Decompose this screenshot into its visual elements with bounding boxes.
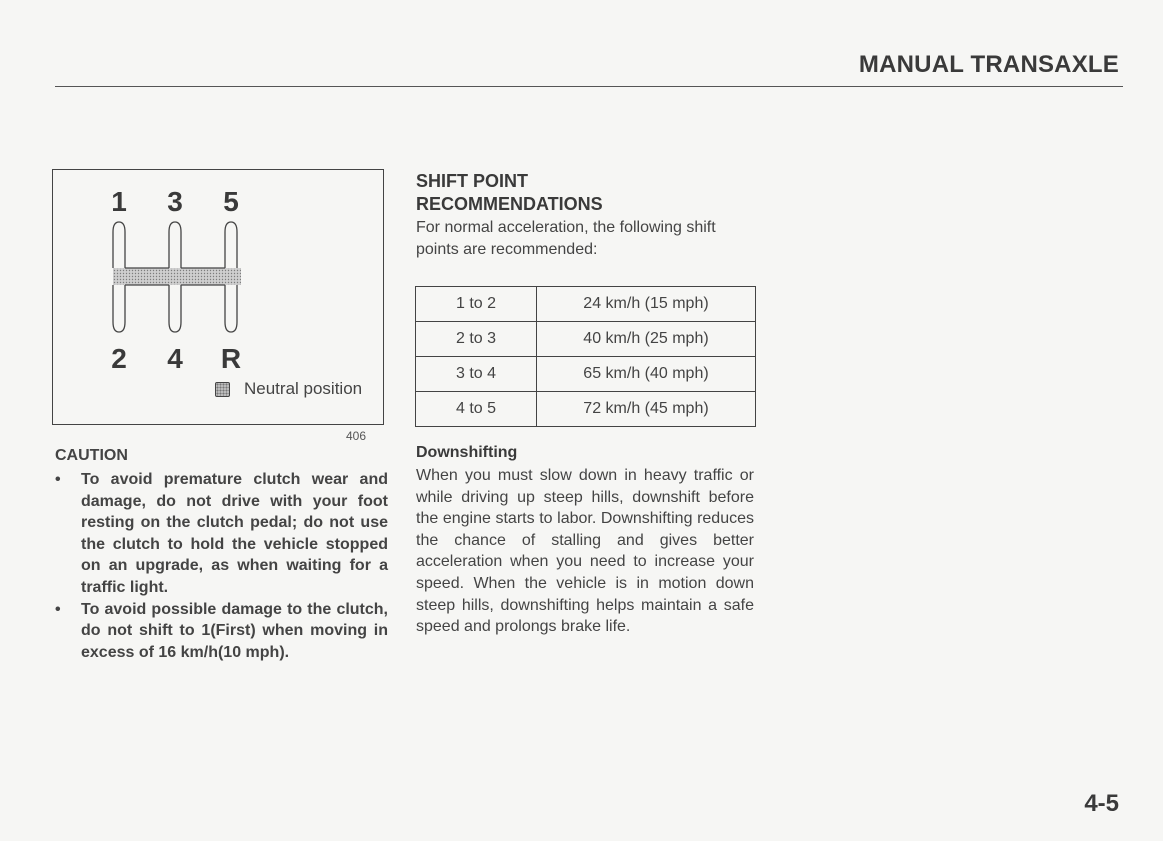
speed-cell: 65 km/h (40 mph) bbox=[537, 357, 756, 392]
shift-points-heading-line2: RECOMMENDATIONS bbox=[416, 194, 603, 214]
gear-label-5: 5 bbox=[223, 186, 239, 217]
slot-5 bbox=[225, 222, 237, 268]
shift-points-heading bbox=[416, 170, 716, 216]
caution-heading: CAUTION bbox=[55, 447, 128, 464]
slot-r bbox=[225, 285, 237, 332]
page-header-title: MANUAL TRANSAXLE bbox=[858, 51, 1119, 78]
table-row bbox=[416, 322, 756, 357]
speed-cell: 40 km/h (25 mph) bbox=[537, 322, 756, 357]
slot-1 bbox=[113, 222, 125, 268]
shift-pattern-diagram bbox=[52, 169, 384, 425]
speed-cell: 24 km/h (15 mph) bbox=[537, 287, 756, 322]
speed-cell: 72 km/h (45 mph) bbox=[537, 392, 756, 427]
gear-label-3: 3 bbox=[167, 186, 183, 217]
caution-list bbox=[55, 469, 388, 663]
gear-label-2: 2 bbox=[111, 343, 127, 374]
gear-cell: 4 to 5 bbox=[416, 392, 537, 427]
table-row bbox=[416, 357, 756, 392]
gear-label-r: R bbox=[220, 343, 242, 374]
neutral-position-band bbox=[113, 268, 241, 285]
caution-item: • To avoid possible damage to the clutch, do not shift to 1(First) when moving in excess of 16 km/h(10 mph). bbox=[55, 599, 388, 664]
header-divider bbox=[55, 86, 1123, 87]
neutral-swatch-icon bbox=[215, 382, 230, 397]
downshifting-heading: Downshifting bbox=[416, 444, 518, 461]
slot-4 bbox=[169, 285, 181, 332]
table-row bbox=[416, 392, 756, 427]
neutral-legend bbox=[215, 379, 362, 399]
table-row bbox=[416, 287, 756, 322]
slot-3 bbox=[169, 222, 181, 268]
caution-item: • To avoid premature clutch wear and damage, do not drive with your foot resting on the clutch pedal; do not use the clutch to hold the vehicle stopped on an upgrade, as when waiting for a traffic light. bbox=[55, 469, 388, 599]
neutral-legend-label: Neutral position bbox=[244, 379, 363, 398]
gear-cell: 2 to 3 bbox=[416, 322, 537, 357]
shift-points-intro: For normal acceleration, the following shift points are recommended: bbox=[416, 219, 716, 258]
gear-cell: 1 to 2 bbox=[416, 287, 537, 322]
shift-points-table bbox=[415, 286, 756, 427]
page-number: 4-5 bbox=[1084, 790, 1119, 817]
figure-number: 406 bbox=[346, 429, 367, 443]
gear-label-4: 4 bbox=[167, 343, 183, 374]
gear-cell: 3 to 4 bbox=[416, 357, 537, 392]
downshifting-body: When you must slow down in heavy traffic or while driving up steep hills, downshift before the engine starts to labor. Downshifting reduces the chance of stalling and gives better acceleration when you need to increase your speed. When the vehicle is in motion down steep hills, downshifting helps maintain a safe speed and prolongs brake life. bbox=[416, 467, 754, 636]
shift-points-heading-line1: SHIFT POINT bbox=[416, 171, 528, 191]
gear-label-1: 1 bbox=[111, 186, 127, 217]
slot-2 bbox=[113, 285, 125, 332]
